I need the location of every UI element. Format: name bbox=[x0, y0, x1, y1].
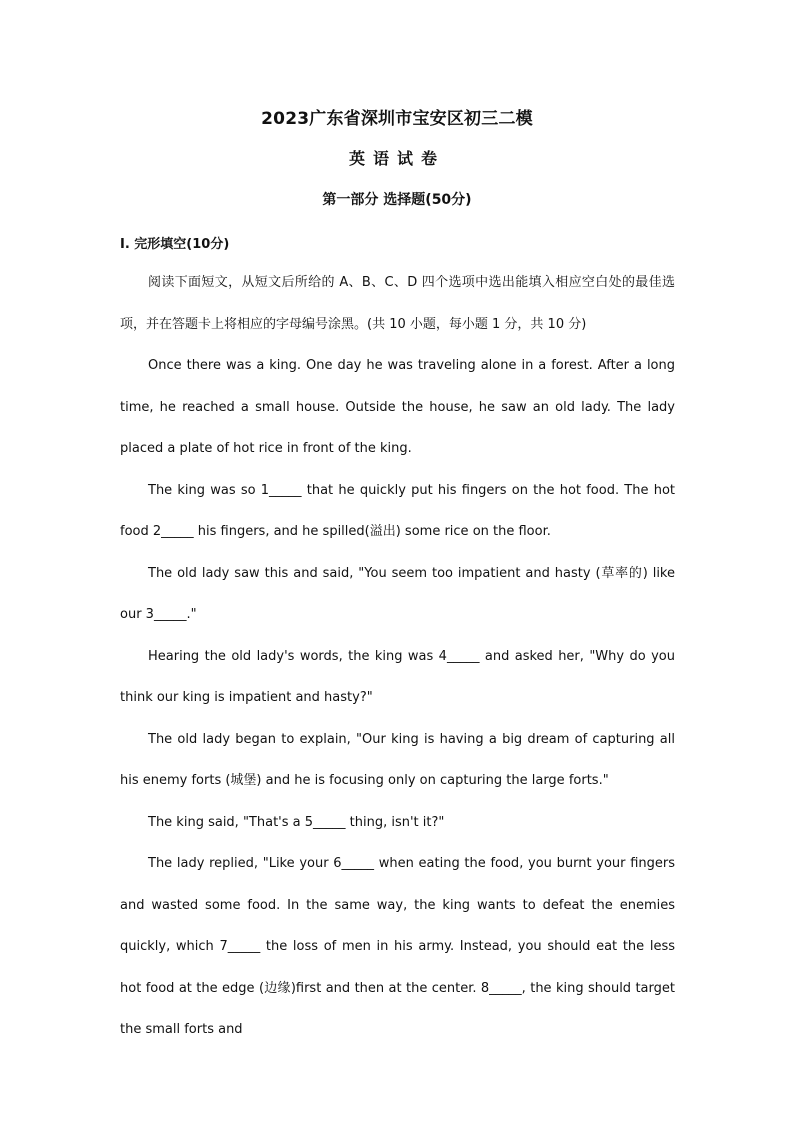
exam-title: 2023广东省深圳市宝安区初三二模 bbox=[261, 109, 533, 129]
passage-paragraph: The king said, "That's a 5_____ thing, isn't it?" bbox=[148, 814, 445, 830]
section-heading: I. 完形填空(10分) bbox=[120, 237, 230, 252]
passage-paragraph: The old lady saw this and said, "You seem too impatient and hasty (草率的) like our 3_____." bbox=[120, 565, 675, 622]
instruction-paragraph: 阅读下面短文，从短文后所给的 A、B、C、D 四个选项中选出能填入相应空白处的最佳选项，并在答题卡上将相应的字母编号涂黑。(共 10 小题，每小题 1 分，共 10 分) bbox=[120, 275, 675, 332]
part-heading: 第一部分 选择题(50分) bbox=[322, 192, 472, 208]
passage-paragraph: The old lady began to explain, "Our king is having a big dream of capturing all his enemy forts (城堡) and he is focusing only on capturing the large forts." bbox=[120, 731, 675, 788]
exam-subtitle: 英语试卷 bbox=[348, 149, 445, 168]
passage-paragraph: Hearing the old lady's words, the king was 4_____ and asked her, "Why do you think our king is impatient and hasty?" bbox=[120, 648, 675, 705]
passage-paragraph: The lady replied, "Like your 6_____ when eating the food, you burnt your fingers and wasted some food. In the same way, the king wants to defeat the enemies quickly, which 7_____ the loss of men in his army. Instead, you should eat the less hot food at the edge (边缘)first and then at the center. 8_____, the king should target the small forts and bbox=[120, 856, 675, 1037]
passage-body bbox=[120, 262, 675, 1051]
passage-paragraph: Once there was a king. One day he was traveling alone in a forest. After a long time, he reached a small house. Outside the house, he saw an old lady. The lady placed a plate of hot rice in front of the king. bbox=[120, 358, 675, 456]
passage-paragraph: The king was so 1_____ that he quickly put his fingers on the hot food. The hot food 2_____ his fingers, and he spilled(溢出) some rice on the floor. bbox=[120, 482, 675, 539]
